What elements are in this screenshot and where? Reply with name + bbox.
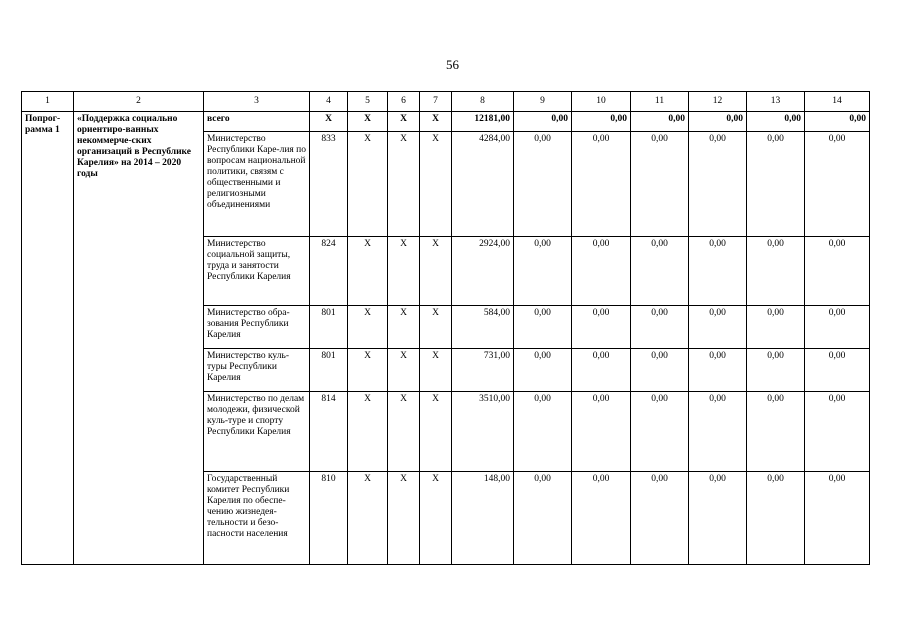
cell: 3510,00 <box>452 392 514 472</box>
col-header: 5 <box>348 92 388 112</box>
cell: 0,00 <box>514 306 572 349</box>
row-name: Государственный комитет Республики Карелия по обеспе-чению жизнедея-тельности и безо-пасности населения <box>204 472 310 565</box>
col-header: 7 <box>420 92 452 112</box>
cell: 0,00 <box>631 392 689 472</box>
cell: 0,00 <box>572 237 631 306</box>
row-name: Министерство обра-зования Республики Карелия <box>204 306 310 349</box>
cell: 0,00 <box>631 237 689 306</box>
cell: 814 <box>310 392 348 472</box>
col-header: 13 <box>747 92 805 112</box>
cell: X <box>348 132 388 237</box>
cell: 0,00 <box>689 112 747 132</box>
cell: 12181,00 <box>452 112 514 132</box>
cell: 0,00 <box>747 132 805 237</box>
row-name: Министерство по делам молодежи, физической куль-туре и спорту Республики Карелия <box>204 392 310 472</box>
cell: 0,00 <box>514 349 572 392</box>
col-header: 8 <box>452 92 514 112</box>
cell: 0,00 <box>689 132 747 237</box>
cell: 0,00 <box>689 349 747 392</box>
cell: 0,00 <box>514 472 572 565</box>
cell: 0,00 <box>572 349 631 392</box>
cell: 0,00 <box>747 349 805 392</box>
cell: 0,00 <box>805 237 870 306</box>
cell: 584,00 <box>452 306 514 349</box>
cell: X <box>348 306 388 349</box>
cell: 0,00 <box>747 472 805 565</box>
cell: X <box>348 349 388 392</box>
cell: 0,00 <box>747 237 805 306</box>
cell: X <box>420 392 452 472</box>
cell: X <box>420 237 452 306</box>
cell: X <box>388 237 420 306</box>
cell: 0,00 <box>572 112 631 132</box>
cell: 148,00 <box>452 472 514 565</box>
cell: X <box>420 132 452 237</box>
cell: X <box>388 392 420 472</box>
cell: X <box>348 392 388 472</box>
col-header: 3 <box>204 92 310 112</box>
cell: 810 <box>310 472 348 565</box>
row-name: Министерство Республики Каре-лия по вопросам национальной политики, связям с общественными и религиозными объединениями <box>204 132 310 237</box>
cell: 0,00 <box>572 472 631 565</box>
cell: X <box>388 112 420 132</box>
cell: 0,00 <box>514 392 572 472</box>
cell: 0,00 <box>805 306 870 349</box>
cell: 0,00 <box>689 306 747 349</box>
cell: 0,00 <box>631 112 689 132</box>
row-name: всего <box>204 112 310 132</box>
program-label: Попрог- рамма 1 <box>22 112 74 565</box>
cell: X <box>420 472 452 565</box>
cell: 801 <box>310 349 348 392</box>
col-header: 10 <box>572 92 631 112</box>
cell: X <box>388 306 420 349</box>
cell: 0,00 <box>689 237 747 306</box>
cell: 0,00 <box>805 472 870 565</box>
col-header: 12 <box>689 92 747 112</box>
row-name: Министерство куль-туры Республики Карелия <box>204 349 310 392</box>
cell: X <box>348 237 388 306</box>
col-header: 6 <box>388 92 420 112</box>
cell: 0,00 <box>514 237 572 306</box>
cell: 801 <box>310 306 348 349</box>
cell: 0,00 <box>689 392 747 472</box>
total-row <box>22 112 870 132</box>
col-header: 11 <box>631 92 689 112</box>
cell: 0,00 <box>689 472 747 565</box>
col-header: 2 <box>74 92 204 112</box>
cell: 0,00 <box>572 306 631 349</box>
cell: 833 <box>310 132 348 237</box>
cell: 0,00 <box>514 112 572 132</box>
cell: X <box>420 112 452 132</box>
col-header: 9 <box>514 92 572 112</box>
cell: 0,00 <box>514 132 572 237</box>
cell: X <box>388 132 420 237</box>
program-title: «Поддержка социально ориентиро-ванных некоммерче-ских организаций в Республике Карелия» на 2014 – 2020 годы <box>74 112 204 565</box>
cell: X <box>310 112 348 132</box>
cell: 0,00 <box>805 349 870 392</box>
cell: 0,00 <box>572 132 631 237</box>
cell: 824 <box>310 237 348 306</box>
cell: 0,00 <box>631 349 689 392</box>
cell: 0,00 <box>747 306 805 349</box>
cell: 0,00 <box>631 472 689 565</box>
col-header: 14 <box>805 92 870 112</box>
cell: 0,00 <box>572 392 631 472</box>
cell: X <box>388 349 420 392</box>
cell: X <box>420 306 452 349</box>
col-header: 4 <box>310 92 348 112</box>
cell: 0,00 <box>805 392 870 472</box>
cell: X <box>348 112 388 132</box>
cell: 0,00 <box>631 132 689 237</box>
cell: 4284,00 <box>452 132 514 237</box>
cell: 0,00 <box>747 112 805 132</box>
header-row <box>22 92 870 112</box>
cell: 0,00 <box>805 112 870 132</box>
cell: X <box>388 472 420 565</box>
cell: 0,00 <box>747 392 805 472</box>
cell: X <box>348 472 388 565</box>
cell: X <box>420 349 452 392</box>
cell: 731,00 <box>452 349 514 392</box>
row-name: Министерство социальной защиты, труда и занятости Республики Карелия <box>204 237 310 306</box>
cell: 0,00 <box>631 306 689 349</box>
cell: 0,00 <box>805 132 870 237</box>
page-number: 56 <box>446 57 459 72</box>
col-header: 1 <box>22 92 74 112</box>
program-table <box>21 91 870 565</box>
cell: 2924,00 <box>452 237 514 306</box>
